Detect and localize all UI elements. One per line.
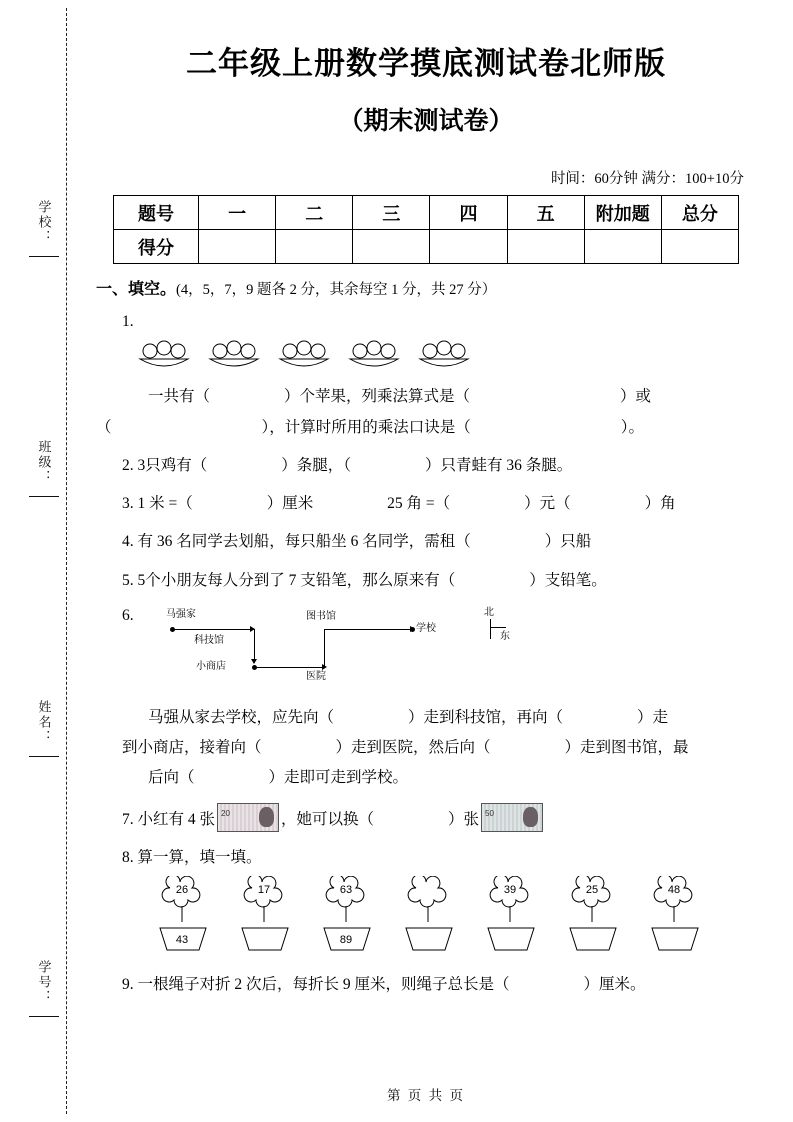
question-9-number: 9.: [122, 975, 134, 993]
q5-text-a: 5个小朋友每人分到了 7 支铅笔，那么原来有（: [137, 571, 456, 589]
question-7: [96, 803, 756, 835]
page-subtitle: （期末测试卷）: [338, 107, 514, 135]
table-row: [114, 196, 739, 230]
q6-text-8: ）走即可走到学校。: [268, 768, 409, 786]
question-8-number: 8.: [122, 849, 134, 867]
map-line-hospital-library: [324, 629, 325, 667]
basket-value: 43: [175, 933, 189, 946]
q1-text-c: ）或: [620, 388, 652, 406]
table-header-cell: 四: [430, 196, 507, 230]
side-rule: [29, 256, 59, 257]
table-header-cell: 三: [353, 196, 430, 230]
q6-text-2: ）走到科技馆，再向（: [408, 708, 564, 726]
side-mark-school: 学校：: [22, 200, 66, 263]
q3-text-c: 25 角 =（: [387, 495, 451, 513]
banknote-50-icon: 50: [481, 803, 543, 832]
compass-east-label: 东: [500, 630, 510, 642]
question-1-line1: [96, 382, 756, 412]
q9-text-a: 一根绳子对折 2 次后，每折长 9 厘米，则绳子总长是（: [137, 975, 510, 993]
q3-text-e: ）角: [644, 495, 676, 513]
basket-value: 89: [339, 933, 353, 946]
compass-north-label: 北: [484, 606, 494, 618]
apple-plates-figure: [96, 339, 756, 386]
q7-text-b: ，她可以换（: [281, 811, 375, 829]
side-mark-id: 学号：: [22, 960, 66, 1023]
flower-basket-figure: [152, 876, 756, 968]
map-label-home: 马强家: [166, 608, 196, 620]
question-8: [96, 843, 756, 967]
q3-text-b: ）厘米: [266, 495, 314, 513]
score-cell[interactable]: [584, 230, 661, 264]
q1-text-d: （: [96, 418, 112, 436]
flower-value: 25: [585, 883, 599, 896]
score-cell[interactable]: [430, 230, 507, 264]
question-3: [96, 489, 756, 519]
q1-text-f: ）。: [620, 418, 645, 436]
portrait-shape: [259, 807, 274, 827]
q3-text-a: 1 米 =（: [137, 495, 193, 513]
question-5-number: 5.: [122, 571, 134, 589]
question-5: [96, 566, 756, 596]
score-cell[interactable]: [661, 230, 738, 264]
side-rule: [29, 496, 59, 497]
table-header-cell: 附加题: [584, 196, 661, 230]
table-header-cell: 总分: [661, 196, 738, 230]
banknote-20-icon: 20: [217, 803, 279, 832]
question-9: [96, 970, 756, 1000]
portrait-shape: [523, 807, 538, 827]
q4-text-a: 有 36 名同学去划船，每只船坐 6 名同学，需租（: [137, 533, 471, 551]
section-heading-text: 一、填空。: [96, 281, 177, 298]
map-line-shop-hospital: [254, 667, 322, 668]
q9-text-b: ）厘米。: [583, 975, 646, 993]
q4-text-b: ）只船: [544, 533, 592, 551]
exam-content: [96, 0, 756, 1122]
q6-text-3: ）走: [637, 708, 669, 726]
q6-text-4: 到小商店，接着向（: [122, 738, 262, 756]
question-4: [96, 527, 756, 557]
table-header-cell: 二: [276, 196, 353, 230]
question-4-number: 4.: [122, 533, 134, 551]
q2-text-b: ）条腿，（: [281, 456, 352, 474]
flower-basket-svg: [152, 876, 752, 968]
score-cell[interactable]: [199, 230, 276, 264]
page-title: 二年级上册数学摸底测试卷北师版: [186, 46, 666, 81]
question-6-line2: [122, 733, 756, 763]
score-cell[interactable]: [276, 230, 353, 264]
score-table: [113, 195, 739, 264]
flower-value: 17: [257, 883, 271, 896]
q5-text-b: ）支铅笔。: [529, 571, 607, 589]
q2-text-c: ）只青蛙有 36 条腿。: [425, 456, 573, 474]
side-info-marks: [22, 0, 66, 1122]
map-dot-school: [410, 627, 415, 632]
q3-text-d: ）元（: [524, 495, 571, 513]
map-label-museum: 科技馆: [194, 634, 224, 646]
q1-text-e: ），计算时所用的乘法口诀是（: [261, 418, 471, 436]
question-6: [96, 604, 756, 793]
flower-value: 48: [667, 883, 681, 896]
question-1-number: 1.: [122, 313, 134, 330]
table-header-cell: 题号: [114, 196, 199, 230]
page-footer: 第 页 共 页: [386, 1088, 466, 1103]
q6-text-1: 马强从家去学校，应先向（: [148, 708, 335, 726]
question-7-number: 7.: [122, 811, 134, 829]
section-heading-note: (4，5，7，9 题各 2 分，其余每空 1 分，共 27 分）: [176, 282, 497, 298]
table-row-label: 得分: [114, 230, 199, 264]
map-label-shop: 小商店: [196, 660, 226, 672]
side-rule: [29, 756, 59, 757]
direction-map-figure: [166, 606, 756, 703]
q6-text-7: 后向（: [148, 768, 195, 786]
q8-title: 算一算，填一填。: [137, 849, 262, 867]
map-line-library-school: [324, 629, 410, 630]
apple-plates-svg: [136, 339, 556, 375]
flower-value: 39: [503, 883, 517, 896]
q6-text-5: ）走到医院，然后向（: [335, 738, 491, 756]
compass-vertical: [490, 619, 491, 639]
side-rule: [29, 1016, 59, 1017]
binding-dashed-line: [66, 8, 67, 1114]
section-heading: [96, 276, 756, 299]
question-6-line1: [122, 703, 756, 733]
table-header-cell: 五: [507, 196, 584, 230]
question-2: [96, 451, 756, 481]
score-cell[interactable]: [353, 230, 430, 264]
map-line-home-museum: [172, 629, 250, 630]
q6-text-6: ）走到图书馆，最: [564, 738, 689, 756]
side-mark-name: 姓名：: [22, 700, 66, 763]
question-2-number: 2.: [122, 456, 134, 474]
map-line-museum-shop: [254, 629, 255, 661]
map-arrow-down: [251, 659, 257, 664]
question-6-line3: [122, 763, 756, 793]
map-label-school: 学校: [416, 622, 436, 634]
table-header-cell: 一: [199, 196, 276, 230]
flower-value: 26: [175, 883, 189, 896]
question-1-line2: [96, 413, 756, 443]
side-mark-class: 班级：: [22, 440, 66, 503]
question-6-number: 6.: [122, 606, 134, 624]
table-row: [114, 230, 739, 264]
question-1: [96, 307, 756, 443]
q1-text-a: 一共有（: [148, 388, 211, 406]
score-cell[interactable]: [507, 230, 584, 264]
compass-horizontal: [490, 627, 506, 628]
question-3-number: 3.: [122, 495, 134, 513]
q7-text-c: ）张: [448, 811, 480, 829]
q1-text-b: ）个苹果，列乘法算式是（: [284, 388, 471, 406]
q2-text-a: 3只鸡有（: [137, 456, 208, 474]
flower-value: 63: [339, 883, 353, 896]
q7-text-a: 小红有 4 张: [137, 811, 216, 829]
map-label-library: 图书馆: [306, 610, 336, 622]
map-label-hospital: 医院: [306, 670, 326, 682]
exam-meta: 时间：60分钟 满分：100+10分: [550, 171, 744, 187]
